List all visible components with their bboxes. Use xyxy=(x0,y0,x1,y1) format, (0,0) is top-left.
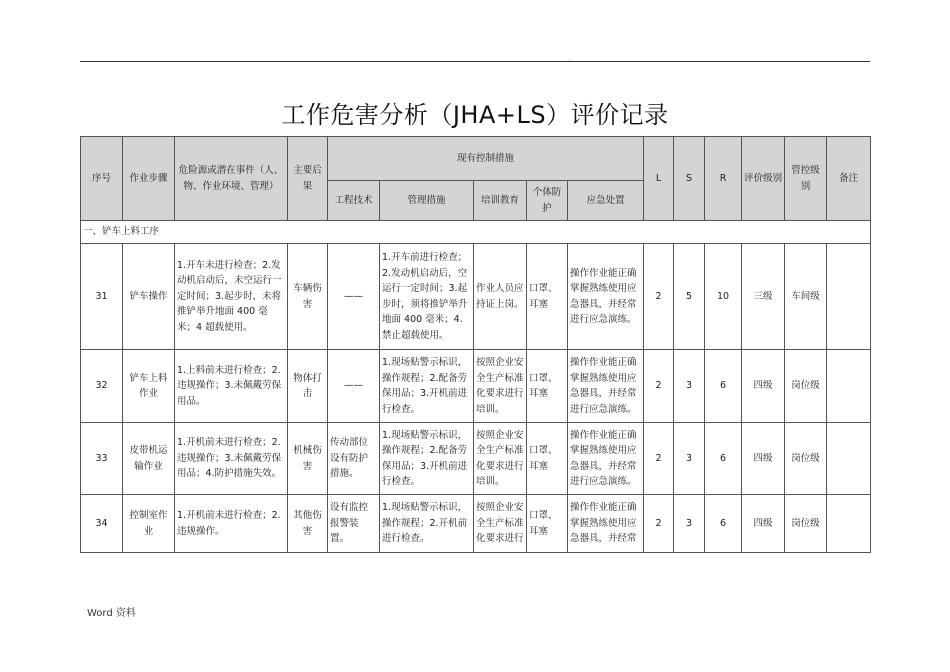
cell-s: 5 xyxy=(674,244,705,350)
cell-control-level: 岗位级 xyxy=(785,423,827,495)
header-hazard: 危险源或潜在事件（人、物、作业环境、管理） xyxy=(175,137,288,221)
header-training: 培训教育 xyxy=(474,181,527,221)
cell-hazard: 1.上料前未进行检查；2.违规操作；3.未佩戴劳保用品。 xyxy=(175,350,288,423)
cell-eval-level: 三级 xyxy=(742,244,785,350)
cell-l: 2 xyxy=(644,350,674,423)
cell-training: 按照企业安全生产标准化要求进行 xyxy=(474,495,527,553)
cell-step: 皮带机运输作业 xyxy=(123,423,175,495)
cell-engineering: 传动部位设有防护措施。 xyxy=(328,423,380,495)
cell-s: 3 xyxy=(674,423,705,495)
cell-no: 31 xyxy=(81,244,123,350)
cell-s: 3 xyxy=(674,495,705,553)
cell-l: 2 xyxy=(644,423,674,495)
cell-remarks xyxy=(827,350,871,423)
table-row xyxy=(81,244,871,350)
cell-control-level: 岗位级 xyxy=(785,495,827,553)
cell-management: 1.现场贴警示标识，操作规程；2.配备劳保用品；3.开机前进行检查。 xyxy=(380,350,474,423)
cell-control-level: 车间级 xyxy=(785,244,827,350)
cell-training: 按照企业安全生产标准化要求进行培训。 xyxy=(474,423,527,495)
cell-control-level: 岗位级 xyxy=(785,350,827,423)
cell-no: 33 xyxy=(81,423,123,495)
footer-label: Word 资料 xyxy=(87,608,136,619)
table-row xyxy=(81,423,871,495)
cell-consequence: 其他伤害 xyxy=(288,495,328,553)
header-management: 管理措施 xyxy=(380,181,474,221)
cell-ppe: 口罩、耳塞 xyxy=(527,423,568,495)
cell-step: 铲车上料作业 xyxy=(123,350,175,423)
cell-r: 6 xyxy=(705,423,742,495)
header-no: 序号 xyxy=(81,137,123,221)
cell-step: 控制室作业 xyxy=(123,495,175,553)
cell-no: 34 xyxy=(81,495,123,553)
cell-ppe: 口罩、耳塞 xyxy=(527,244,568,350)
cell-remarks xyxy=(827,495,871,553)
cell-emergency: 操作作业能正确掌握熟练使用应急器具，并经常进行应急演练。 xyxy=(568,350,644,423)
header-eval-level: 评价级别 xyxy=(742,137,785,221)
cell-engineering: 设有监控报警装置。 xyxy=(328,495,380,553)
cell-engineering: —— xyxy=(328,350,380,423)
cell-training: 作业人员应持证上岗。 xyxy=(474,244,527,350)
cell-management: 1.开车前进行检查；2.发动机启动后，空运行一定时间；3.起步时，须将推铲举升地面 400 毫米；4.禁止超载使用。 xyxy=(380,244,474,350)
cell-emergency: 操作作业能正确掌握熟练使用应急器具，并经常进行应急演练。 xyxy=(568,244,644,350)
cell-ppe: 口罩、耳塞 xyxy=(527,350,568,423)
cell-emergency: 操作作业能正确掌握熟练使用应急器具，并经常 xyxy=(568,495,644,553)
cell-management: 1.现场贴警示标识，操作规程；2.配备劳保用品；3.开机前进行检查。 xyxy=(380,423,474,495)
jha-table xyxy=(80,136,871,553)
cell-remarks xyxy=(827,423,871,495)
cell-consequence: 机械伤害 xyxy=(288,423,328,495)
cell-r: 6 xyxy=(705,495,742,553)
section-heading: 一、铲车上料工序 xyxy=(81,221,871,244)
cell-remarks xyxy=(827,244,871,350)
cell-l: 2 xyxy=(644,244,674,350)
cell-hazard: 1.开车未进行检查；2.发动机启动后，未空运行一定时间；3.起步时，未将推铲举升地面 400 毫米；4 超载使用。 xyxy=(175,244,288,350)
header-control-level: 管控级别 xyxy=(785,137,827,221)
header-engineering: 工程技术 xyxy=(328,181,380,221)
cell-eval-level: 四级 xyxy=(742,350,785,423)
header-s: S xyxy=(674,137,705,221)
cell-l: 2 xyxy=(644,495,674,553)
header-r: R xyxy=(705,137,742,221)
cell-management: 1.现场贴警示标识，操作规程；2.开机前进行检查。 xyxy=(380,495,474,553)
header-rule xyxy=(80,61,870,62)
header-l: L xyxy=(644,137,674,221)
cell-consequence: 车辆伤害 xyxy=(288,244,328,350)
cell-step: 铲车操作 xyxy=(123,244,175,350)
header-dot: . xyxy=(569,56,571,63)
cell-hazard: 1.开机前未进行检查；2.违规操作。 xyxy=(175,495,288,553)
table-row xyxy=(81,495,871,553)
cell-r: 10 xyxy=(705,244,742,350)
cell-r: 6 xyxy=(705,350,742,423)
header-remarks: 备注 xyxy=(827,137,871,221)
cell-consequence: 物体打击 xyxy=(288,350,328,423)
cell-s: 3 xyxy=(674,350,705,423)
cell-hazard: 1.开机前未进行检查；2.违规操作；3.未佩戴劳保用品；4.防护措施失效。 xyxy=(175,423,288,495)
cell-eval-level: 四级 xyxy=(742,495,785,553)
cell-emergency: 操作作业能正确掌握熟练使用应急器具，并经常进行应急演练。 xyxy=(568,423,644,495)
cell-ppe: 口罩、耳塞 xyxy=(527,495,568,553)
cell-no: 32 xyxy=(81,350,123,423)
header-consequence: 主要后果 xyxy=(288,137,328,221)
header-emergency: 应急处置 xyxy=(568,181,644,221)
header-ppe: 个体防护 xyxy=(527,181,568,221)
cell-training: 按照企业安全生产标准化要求进行培训。 xyxy=(474,350,527,423)
document-title: 工作危害分析（JHA+LS）评价记录 xyxy=(281,101,669,129)
cell-eval-level: 四级 xyxy=(742,423,785,495)
cell-engineering: —— xyxy=(328,244,380,350)
header-step: 作业步骤 xyxy=(123,137,175,221)
table-row xyxy=(81,350,871,423)
header-controls: 现有控制措施 xyxy=(328,137,644,181)
